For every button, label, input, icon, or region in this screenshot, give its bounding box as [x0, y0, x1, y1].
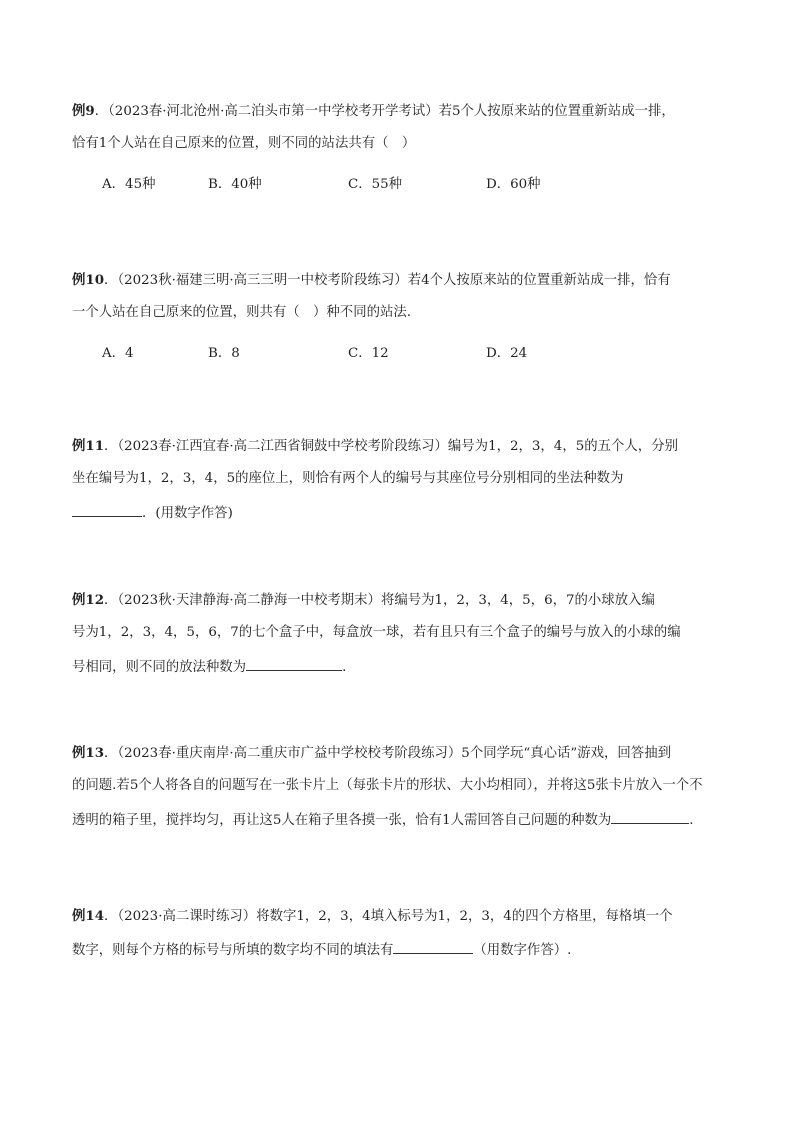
problem-line [72, 436, 732, 456]
problem-text: ．（2023·高二课时练习）将数字1，2，3，4填入标号为1，2，3，4的四个方格里，每格填一个 [104, 909, 673, 924]
problem-label: 例14 [72, 908, 105, 924]
problem-line [72, 134, 732, 154]
option-b: B．40种 [208, 177, 262, 192]
problem-text: 号为1，2，3，4，5，6，7的七个盒子中，每盒放一球，若有且只有三个盒子的编号与放入的小球的编 [72, 625, 681, 640]
problem-line [72, 656, 732, 676]
option-a: A．45种 [102, 177, 156, 192]
problem-line [72, 743, 732, 763]
problem-line [72, 809, 732, 829]
problem-line [72, 906, 732, 926]
problem-text: 恰有1个人站在自己原来的位置，则不同的站法共有（ ） [72, 136, 416, 151]
answer-blank[interactable] [246, 656, 342, 671]
option-a: A．4 [102, 346, 134, 361]
problem-text: . [342, 660, 347, 675]
answer-options [72, 175, 732, 195]
problem-9 [72, 101, 732, 195]
problem-text: ．（2023春·江西宜春·高二江西省铜鼓中学校考阶段练习）编号为1，2，3，4，5的五个人，分别 [104, 439, 678, 454]
problem-line [72, 590, 732, 610]
problem-10 [72, 270, 732, 364]
problem-14 [72, 906, 732, 959]
problem-text: 数字，则每个方格的标号与所填的数字均不同的填法有 [72, 943, 394, 958]
problem-line [72, 502, 732, 522]
problem-11 [72, 436, 732, 522]
option-c: C．55种 [348, 177, 403, 192]
problem-text: 号相同，则不同的放法种数为 [72, 660, 247, 675]
problem-label: 例11 [72, 438, 105, 454]
problem-line [72, 939, 732, 959]
problem-text: ．（2023秋·福建三明·高三三明一中校考阶段练习）若4个人按原来站的位置重新站成一排，恰有 [104, 273, 671, 288]
option-d: D．60种 [486, 177, 541, 192]
problem-line [72, 623, 732, 643]
problem-line [72, 101, 732, 121]
answer-options [72, 344, 732, 364]
problem-text: ．（2023秋·天津静海·高二静海一中校考期末）将编号为1，2，3，4，5，6，7的小球放入编 [104, 593, 655, 608]
problem-text: （用数字作答）. [473, 943, 572, 958]
answer-blank[interactable] [72, 502, 142, 517]
option-d: D．24 [486, 346, 528, 361]
problem-text: 透明的箱子里，搅拌均匀，再让这5人在箱子里各摸一张，恰有1人需回答自己问题的种数为 [72, 813, 612, 828]
answer-blank[interactable] [393, 939, 473, 954]
problem-line [72, 270, 732, 290]
problem-text: ．(用数字作答) [142, 506, 233, 521]
problem-label: 例13 [72, 745, 105, 761]
option-b: B．8 [208, 346, 240, 361]
problem-line [72, 776, 732, 796]
problem-label: 例10 [72, 272, 105, 288]
problem-text: ．（2023春·重庆南岸·高二重庆市广益中学校校考阶段练习）5个同学玩“真心话”游戏，回答抽到 [104, 746, 671, 761]
problem-label: 例9 [72, 103, 95, 119]
problem-text: . [689, 813, 694, 828]
problem-text: 坐在编号为1，2，3，4，5的座位上，则恰有两个人的编号与其座位号分别相同的坐法种数为 [72, 471, 624, 486]
answer-blank[interactable] [611, 809, 689, 824]
problem-label: 例12 [72, 592, 105, 608]
problem-13 [72, 743, 732, 829]
problem-12 [72, 590, 732, 676]
problem-line [72, 303, 732, 323]
option-c: C．12 [348, 346, 389, 361]
problem-text: 一个人站在自己原来的位置，则共有（ ）种不同的站法. [72, 305, 412, 320]
problem-line [72, 469, 732, 489]
problem-text: ．（2023春·河北沧州·高二泊头市第一中学校考开学考试）若5个人按原来站的位置重新站成一排， [94, 104, 675, 119]
problem-text: 的问题.若5个人将各自的问题写在一张卡片上（每张卡片的形状、大小均相同），并将这5张卡片放入一个不 [72, 778, 703, 793]
